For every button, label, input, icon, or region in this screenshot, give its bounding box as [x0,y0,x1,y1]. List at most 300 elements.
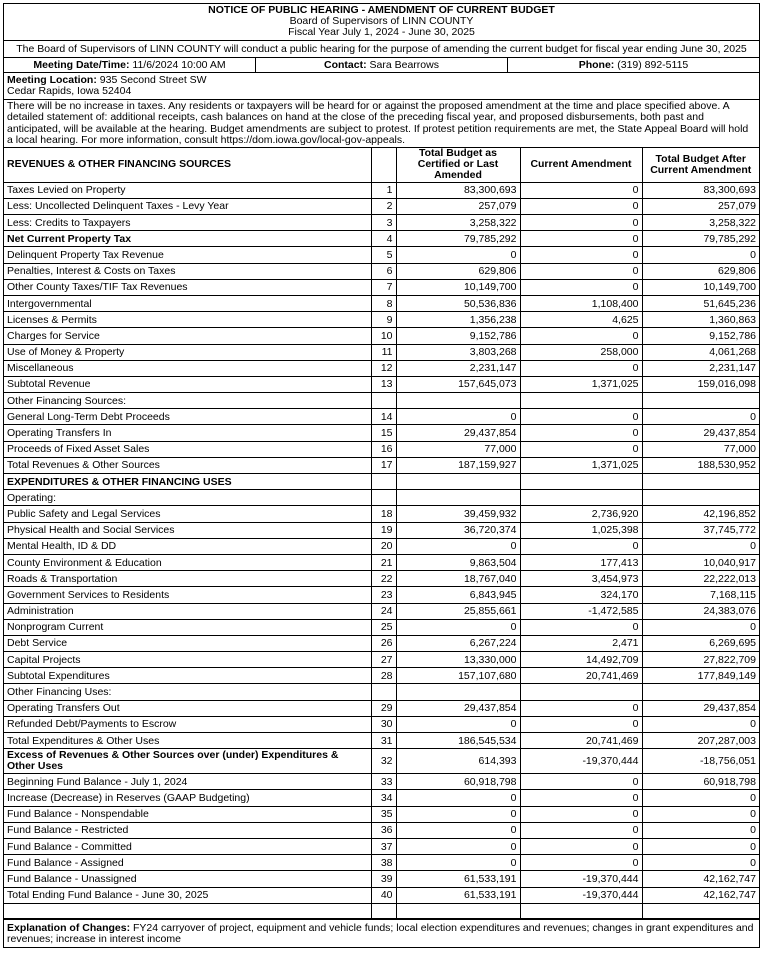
row-line-number: 29 [371,700,396,716]
row-amendment-value: 0 [520,425,642,441]
table-row [4,312,759,328]
table-row [4,887,759,903]
col-header-amendment: Current Amendment [520,148,642,183]
explanation-text: FY24 carryover of project, equipment and vehicle funds; local election expenditures and revenues; changes in grant expenditures and revenues; increase in interest income [7,921,754,945]
contact-label: Contact: [324,59,367,71]
row-certified-value: 0 [396,838,520,854]
row-label: Net Current Property Tax [4,231,371,247]
notice-title: NOTICE OF PUBLIC HEARING - AMENDMENT OF CURRENT BUDGET [208,4,555,16]
row-line-number: 13 [371,376,396,392]
row-line-number: 38 [371,855,396,871]
row-certified-value: 83,300,693 [396,182,520,198]
col-header-certified: Total Budget as Certified or Last Amended [396,148,520,183]
row-amendment-value: 2,736,920 [520,506,642,522]
row-amendment-value [520,474,642,490]
row-line-number: 26 [371,635,396,651]
row-line-number [371,474,396,490]
row-certified-value: 61,533,191 [396,887,520,903]
row-label: Excess of Revenues & Other Sources over (under) Expenditures & Other Uses [4,749,371,774]
row-certified-value [396,474,520,490]
table-row [4,668,759,684]
row-label: Licenses & Permits [4,312,371,328]
row-line-number: 19 [371,522,396,538]
row-after-value: 1,360,863 [642,312,759,328]
row-certified-value: 0 [396,716,520,732]
row-label: Fund Balance - Unassigned [4,871,371,887]
table-row [4,635,759,651]
row-amendment-value: 20,741,469 [520,668,642,684]
row-amendment-value: 20,741,469 [520,733,642,749]
row-line-number [371,684,396,700]
budget-table [4,148,759,919]
row-certified-value: 1,356,238 [396,312,520,328]
row-after-value: 51,645,236 [642,295,759,311]
row-amendment-value: 2,471 [520,635,642,651]
row-certified-value: 6,843,945 [396,587,520,603]
table-header-row [4,148,759,183]
row-amendment-value: 0 [520,855,642,871]
row-amendment-value [520,490,642,506]
phone-label: Phone: [578,59,615,71]
row-label: County Environment & Education [4,554,371,570]
row-after-value: 42,196,852 [642,506,759,522]
row-amendment-value: 0 [520,716,642,732]
row-certified-value: 29,437,854 [396,425,520,441]
row-label: Capital Projects [4,652,371,668]
row-line-number: 18 [371,506,396,522]
row-amendment-value: 177,413 [520,554,642,570]
row-line-number: 25 [371,619,396,635]
row-label: Delinquent Property Tax Revenue [4,247,371,263]
table-row [4,790,759,806]
table-row [4,822,759,838]
row-label: Roads & Transportation [4,571,371,587]
row-certified-value: 36,720,374 [396,522,520,538]
row-amendment-value: 258,000 [520,344,642,360]
phone-value: (319) 892-5115 [617,59,689,71]
row-after-value: 0 [642,247,759,263]
budget-notice [3,3,760,948]
row-label: General Long-Term Debt Proceeds [4,409,371,425]
blank-cell [396,903,520,918]
row-label: Less: Credits to Taxpayers [4,215,371,231]
row-after-value: 0 [642,716,759,732]
table-row [4,522,759,538]
row-amendment-value: 0 [520,215,642,231]
row-after-value: 0 [642,790,759,806]
row-amendment-value: 0 [520,774,642,790]
row-certified-value: 2,231,147 [396,360,520,376]
table-row [4,474,759,490]
table-row [4,749,759,774]
row-label: Operating Transfers In [4,425,371,441]
row-after-value: 0 [642,855,759,871]
table-row [4,603,759,619]
row-after-value: 24,383,076 [642,603,759,619]
table-row [4,490,759,506]
table-row [4,855,759,871]
location-line2: Cedar Rapids, Iowa 52404 [7,85,132,97]
row-certified-value: 0 [396,790,520,806]
row-label: Other Financing Sources: [4,393,371,409]
row-after-value: 10,149,700 [642,279,759,295]
row-after-value: 83,300,693 [642,182,759,198]
row-line-number: 39 [371,871,396,887]
row-line-number: 11 [371,344,396,360]
row-line-number: 30 [371,716,396,732]
table-row [4,652,759,668]
row-label: EXPENDITURES & OTHER FINANCING USES [4,474,371,490]
row-after-value: 42,162,747 [642,871,759,887]
table-row [4,619,759,635]
row-amendment-value: 0 [520,231,642,247]
explanation-of-changes [4,919,759,947]
row-line-number: 6 [371,263,396,279]
row-line-number: 15 [371,425,396,441]
notice-header [4,4,759,41]
row-after-value: 9,152,786 [642,328,759,344]
row-line-number: 34 [371,790,396,806]
row-label: Subtotal Expenditures [4,668,371,684]
table-row [4,393,759,409]
row-line-number: 16 [371,441,396,457]
row-label: Debt Service [4,635,371,651]
row-amendment-value: 0 [520,538,642,554]
row-amendment-value: 0 [520,263,642,279]
row-line-number: 24 [371,603,396,619]
row-amendment-value: 0 [520,279,642,295]
row-certified-value: 0 [396,619,520,635]
row-certified-value: 0 [396,538,520,554]
board-name: Board of Supervisors of LINN COUNTY [289,15,474,27]
row-line-number: 35 [371,806,396,822]
row-amendment-value: 0 [520,790,642,806]
row-certified-value: 3,258,322 [396,215,520,231]
row-after-value: 0 [642,806,759,822]
row-line-number: 20 [371,538,396,554]
table-row [4,774,759,790]
row-line-number: 33 [371,774,396,790]
row-label: Fund Balance - Committed [4,838,371,854]
row-label: Beginning Fund Balance - July 1, 2024 [4,774,371,790]
table-row [4,441,759,457]
row-label: Operating Transfers Out [4,700,371,716]
row-after-value [642,490,759,506]
row-after-value: 29,437,854 [642,425,759,441]
meeting-datetime-value: 11/6/2024 10:00 AM [132,59,226,71]
table-row [4,684,759,700]
row-amendment-value: 0 [520,441,642,457]
row-amendment-value: 1,371,025 [520,376,642,392]
row-amendment-value: 0 [520,838,642,854]
row-amendment-value [520,684,642,700]
budget-table-body [4,182,759,918]
table-row [4,279,759,295]
row-line-number: 17 [371,457,396,473]
row-certified-value: 187,159,927 [396,457,520,473]
row-line-number: 1 [371,182,396,198]
row-after-value: 0 [642,538,759,554]
fiscal-year: Fiscal Year July 1, 2024 - June 30, 2025 [288,26,475,38]
row-amendment-value: 324,170 [520,587,642,603]
row-line-number: 2 [371,198,396,214]
row-certified-value: 9,152,786 [396,328,520,344]
table-row [4,716,759,732]
row-label: Other Financing Uses: [4,684,371,700]
table-row [4,247,759,263]
row-certified-value: 61,533,191 [396,871,520,887]
row-label: Charges for Service [4,328,371,344]
row-certified-value [396,393,520,409]
row-label: Fund Balance - Restricted [4,822,371,838]
row-certified-value: 0 [396,806,520,822]
table-row [4,215,759,231]
row-line-number: 21 [371,554,396,570]
row-after-value: 4,061,268 [642,344,759,360]
row-label: Total Ending Fund Balance - June 30, 2025 [4,887,371,903]
row-certified-value [396,684,520,700]
table-row [4,838,759,854]
row-after-value [642,684,759,700]
blank-cell [4,903,371,918]
table-row-blank [4,903,759,918]
table-row [4,360,759,376]
row-certified-value: 50,536,836 [396,295,520,311]
row-line-number: 40 [371,887,396,903]
row-after-value [642,393,759,409]
row-amendment-value: -1,472,585 [520,603,642,619]
row-label: Use of Money & Property [4,344,371,360]
row-line-number: 37 [371,838,396,854]
row-line-number: 8 [371,295,396,311]
row-amendment-value: 0 [520,700,642,716]
row-amendment-value: 1,371,025 [520,457,642,473]
table-row [4,231,759,247]
row-amendment-value: 1,108,400 [520,295,642,311]
table-row [4,263,759,279]
location-line1: 935 Second Street SW [99,74,207,86]
meeting-info-row [4,58,759,73]
row-after-value: 629,806 [642,263,759,279]
row-amendment-value: -19,370,444 [520,887,642,903]
row-amendment-value: 1,025,398 [520,522,642,538]
row-amendment-value [520,393,642,409]
row-amendment-value: 0 [520,806,642,822]
row-line-number: 23 [371,587,396,603]
blank-cell [371,903,396,918]
row-line-number: 3 [371,215,396,231]
row-label: Physical Health and Social Services [4,522,371,538]
section-header-revenues: REVENUES & OTHER FINANCING SOURCES [4,148,371,183]
row-certified-value: 18,767,040 [396,571,520,587]
row-certified-value: 157,645,073 [396,376,520,392]
row-label: Total Expenditures & Other Uses [4,733,371,749]
row-certified-value: 10,149,700 [396,279,520,295]
row-certified-value: 39,459,932 [396,506,520,522]
row-certified-value: 0 [396,247,520,263]
row-after-value: 207,287,003 [642,733,759,749]
row-after-value: 0 [642,619,759,635]
table-row [4,409,759,425]
table-row [4,182,759,198]
row-after-value: 2,231,147 [642,360,759,376]
blank-cell [642,903,759,918]
row-label: Intergovernmental [4,295,371,311]
row-line-number: 36 [371,822,396,838]
row-certified-value: 0 [396,822,520,838]
row-certified-value: 629,806 [396,263,520,279]
row-certified-value: 186,545,534 [396,733,520,749]
row-label: Fund Balance - Assigned [4,855,371,871]
row-line-number: 9 [371,312,396,328]
row-label: Penalties, Interest & Costs on Taxes [4,263,371,279]
row-line-number: 7 [371,279,396,295]
row-label: Fund Balance - Nonspendable [4,806,371,822]
row-certified-value: 6,267,224 [396,635,520,651]
meeting-phone [508,58,759,72]
row-certified-value: 9,863,504 [396,554,520,570]
row-label: Public Safety and Legal Services [4,506,371,522]
row-after-value: 37,745,772 [642,522,759,538]
row-amendment-value: 14,492,709 [520,652,642,668]
row-after-value: 0 [642,822,759,838]
table-row [4,457,759,473]
meeting-location [4,73,759,100]
row-after-value: 177,849,149 [642,668,759,684]
row-label: Subtotal Revenue [4,376,371,392]
row-line-number: 14 [371,409,396,425]
row-line-number: 4 [371,231,396,247]
row-amendment-value: 0 [520,247,642,263]
row-amendment-value: 0 [520,409,642,425]
row-certified-value: 79,785,292 [396,231,520,247]
meeting-datetime [4,58,256,72]
row-after-value: 42,162,747 [642,887,759,903]
row-after-value: 0 [642,838,759,854]
table-row [4,425,759,441]
table-row [4,376,759,392]
row-amendment-value: -19,370,444 [520,749,642,774]
table-row [4,554,759,570]
row-amendment-value: -19,370,444 [520,871,642,887]
line-number-header [371,148,396,183]
row-after-value: 27,822,709 [642,652,759,668]
location-label: Meeting Location: [7,74,97,86]
row-label: Proceeds of Fixed Asset Sales [4,441,371,457]
row-after-value: 29,437,854 [642,700,759,716]
row-line-number: 31 [371,733,396,749]
row-label: Administration [4,603,371,619]
row-certified-value: 60,918,798 [396,774,520,790]
row-after-value: 77,000 [642,441,759,457]
row-amendment-value: 0 [520,182,642,198]
row-line-number: 32 [371,749,396,774]
table-row [4,571,759,587]
table-row [4,733,759,749]
row-label: Increase (Decrease) in Reserves (GAAP Budgeting) [4,790,371,806]
explanation-label: Explanation of Changes: [7,921,131,934]
contact-value: Sara Bearrows [369,59,439,71]
row-label: Miscellaneous [4,360,371,376]
row-label: Refunded Debt/Payments to Escrow [4,716,371,732]
row-amendment-value: 0 [520,822,642,838]
row-amendment-value: 0 [520,328,642,344]
row-after-value: 7,168,115 [642,587,759,603]
row-after-value: 188,530,952 [642,457,759,473]
row-certified-value: 25,855,661 [396,603,520,619]
row-amendment-value: 4,625 [520,312,642,328]
row-label: Nonprogram Current [4,619,371,635]
row-line-number: 27 [371,652,396,668]
row-certified-value: 0 [396,855,520,871]
row-after-value: 22,222,013 [642,571,759,587]
table-row [4,806,759,822]
table-row [4,587,759,603]
row-certified-value: 157,107,680 [396,668,520,684]
row-after-value: 60,918,798 [642,774,759,790]
row-line-number: 10 [371,328,396,344]
row-after-value [642,474,759,490]
row-after-value: -18,756,051 [642,749,759,774]
row-after-value: 0 [642,409,759,425]
row-line-number [371,393,396,409]
row-line-number: 28 [371,668,396,684]
table-row [4,506,759,522]
table-row [4,538,759,554]
blank-cell [520,903,642,918]
table-row [4,344,759,360]
meeting-contact [256,58,508,72]
row-certified-value: 0 [396,409,520,425]
row-certified-value: 257,079 [396,198,520,214]
row-amendment-value: 3,454,973 [520,571,642,587]
row-certified-value: 13,330,000 [396,652,520,668]
row-line-number [371,490,396,506]
row-amendment-value: 0 [520,360,642,376]
table-row [4,198,759,214]
meeting-datetime-label: Meeting Date/Time: [33,59,130,71]
row-after-value: 159,016,098 [642,376,759,392]
row-label: Other County Taxes/TIF Tax Revenues [4,279,371,295]
table-row [4,700,759,716]
row-certified-value: 77,000 [396,441,520,457]
row-line-number: 5 [371,247,396,263]
row-after-value: 3,258,322 [642,215,759,231]
row-label: Total Revenues & Other Sources [4,457,371,473]
row-after-value: 10,040,917 [642,554,759,570]
row-certified-value: 3,803,268 [396,344,520,360]
row-certified-value [396,490,520,506]
row-label: Government Services to Residents [4,587,371,603]
row-label: Less: Uncollected Delinquent Taxes - Levy Year [4,198,371,214]
row-after-value: 6,269,695 [642,635,759,651]
row-label: Operating: [4,490,371,506]
row-after-value: 79,785,292 [642,231,759,247]
row-label: Mental Health, ID & DD [4,538,371,554]
row-line-number: 22 [371,571,396,587]
row-label: Taxes Levied on Property [4,182,371,198]
intro-text: The Board of Supervisors of LINN COUNTY will conduct a public hearing for the purpose of amending the current budget for fiscal year ending June 30, 2025 [4,41,759,58]
row-certified-value: 614,393 [396,749,520,774]
table-row [4,328,759,344]
row-amendment-value: 0 [520,619,642,635]
table-row [4,871,759,887]
row-certified-value: 29,437,854 [396,700,520,716]
row-after-value: 257,079 [642,198,759,214]
notice-text: There will be no increase in taxes. Any residents or taxpayers will be heard for or against the proposed amendment at the time and place specified above. A detailed statement of: additional receipts, cash balances on hand at the close of the preceding fiscal year, and proposed disbursements, both past and anticipated, will be available at the hearing. Budget amendments are subject to protest. If protest petition requirements are met, the State Appeal Board will hold a local hearing. For more information, consult https://dom.iowa.gov/local-gov-appeals. [4,100,759,148]
table-row [4,295,759,311]
col-header-after: Total Budget After Current Amendment [642,148,759,183]
